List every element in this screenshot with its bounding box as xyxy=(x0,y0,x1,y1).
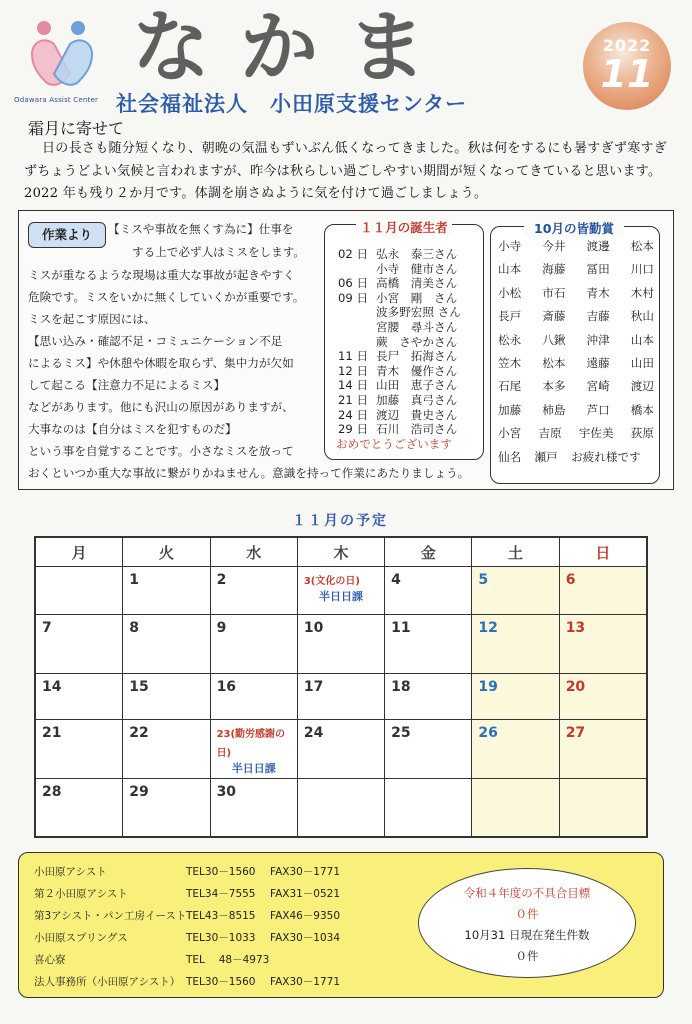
calendar-day-number: 17 xyxy=(303,678,324,695)
issue-year: 2022 xyxy=(602,36,652,55)
attendance-name: 遠藤 xyxy=(586,356,610,370)
calendar-day-cell xyxy=(36,615,123,673)
calendar-day-cell xyxy=(297,567,384,615)
birthday-footer: おめでとうございます xyxy=(336,437,452,451)
calendar-day-cell xyxy=(559,720,646,778)
calendar-day-cell xyxy=(385,778,472,836)
attendance-name: 山田 xyxy=(630,356,654,370)
work-line: する上で必ず人はミスをします。 xyxy=(132,245,305,259)
contact-name: 小田原スプリングス xyxy=(34,932,128,944)
attendance-name: 松永 xyxy=(498,332,522,347)
calendar-day-number: 25 xyxy=(391,725,411,742)
attendance-name: 仙名 xyxy=(498,449,522,464)
contact-name: 第3アシスト・パン工房イースト xyxy=(34,910,187,922)
calendar-day-cell xyxy=(123,720,210,778)
contact-tel: TEL43－8515 xyxy=(186,910,256,922)
attendance-name: 松本 xyxy=(542,356,566,370)
attendance-name: 吉藤 xyxy=(586,309,610,324)
attendance-row xyxy=(498,332,654,348)
attendance-name: 石尾 xyxy=(498,379,522,394)
calendar-day-number: 30 xyxy=(216,783,237,800)
attendance-name: 今井 xyxy=(542,239,566,253)
calendar-day-cell xyxy=(559,567,646,615)
work-line: などがあります。他にも沢山の原因がありますが、 xyxy=(28,400,294,414)
birthday-name: 小宮 剛 さん xyxy=(376,290,458,305)
attendance-name: 松本 xyxy=(630,239,654,253)
calendar-day-cell xyxy=(123,673,210,719)
weekday-header: 日 xyxy=(559,538,646,567)
calendar-day-number: 22 xyxy=(129,725,149,742)
work-line: ミスを起こす原因には、 xyxy=(28,312,156,326)
birthday-day: 09 日 xyxy=(338,290,369,305)
calendar-week xyxy=(36,567,647,615)
calendar-day-number: 4 xyxy=(391,572,401,588)
birthday-name: 加藤 真弓さん xyxy=(376,393,458,407)
work-line: ミスが重なるような現場は重大な事故が起きやすく xyxy=(28,268,295,282)
defect-goal-value: ０件 xyxy=(515,907,539,921)
attendance-name: 橋本 xyxy=(630,402,654,417)
attendance-name: 長戸 xyxy=(498,309,522,324)
birthday-name: 波多野宏照 さん xyxy=(376,305,461,320)
contact-name: 法人事務所（小田原アシスト） xyxy=(34,976,181,988)
calendar-day-number: 23(勤労感謝の日) xyxy=(216,729,286,760)
calendar-day-number: 3(文化の日) xyxy=(303,576,360,587)
birthday-day: 06 日 xyxy=(338,276,369,291)
attendance-name: 芦口 xyxy=(586,402,610,417)
defect-current-label: 10月31 日現在発生件数 xyxy=(464,928,590,942)
work-line: おくといつか重大な事故に繋がりかねません。意識を持って作業にあたりましょう。 xyxy=(28,466,470,480)
contact-fax: FAX46－9350 xyxy=(270,910,341,922)
calendar-day-note: 半日日課 xyxy=(231,762,276,776)
calendar-day-number: 29 xyxy=(129,783,149,800)
calendar-day-cell xyxy=(36,720,123,778)
attendance-row xyxy=(498,238,654,254)
attendance-name: 瀬戸 xyxy=(534,449,558,464)
newsletter-title: なかま xyxy=(132,3,457,93)
calendar-day-number: 15 xyxy=(129,678,149,695)
calendar-day-number: 6 xyxy=(565,572,576,588)
birthday-name: 高橋 清美さん xyxy=(376,276,458,291)
attendance-name: 宇佐美 xyxy=(578,426,614,441)
calendar-day-number: 18 xyxy=(391,678,411,695)
birthday-day: 12 日 xyxy=(338,363,369,378)
weekday-header: 金 xyxy=(385,538,472,567)
contact-tel: TEL30－1560 xyxy=(186,866,256,878)
attendance-name: 渡辺 xyxy=(630,379,654,394)
work-line: 危険です。ミスをいかに無くしていくかが重要です。 xyxy=(28,290,305,304)
birthday-name: 弘永 泰三さん xyxy=(376,247,458,261)
birthday-name: 渡辺 貴史さん xyxy=(376,407,458,422)
weekday-header: 水 xyxy=(210,538,297,567)
birthday-day: 14 日 xyxy=(338,378,369,393)
calendar-day-number: 12 xyxy=(478,620,498,637)
calendar-day-number: 2 xyxy=(216,572,227,588)
calendar-day-number: 11 xyxy=(391,620,411,637)
contact-row xyxy=(34,864,414,880)
birthday-day: 11 日 xyxy=(338,349,369,364)
calendar-day-number: 14 xyxy=(42,678,62,695)
birthday-name: 宮腰 尋斗さん xyxy=(376,320,458,334)
birthday-name: 石川 浩司さん xyxy=(376,422,458,437)
calendar-day-number: 24 xyxy=(303,725,324,742)
contact-tel: TEL34－7555 xyxy=(186,888,256,900)
attendance-name: 小寺 xyxy=(498,239,522,253)
calendar-day-cell xyxy=(123,778,210,836)
attendance-name: 山本 xyxy=(498,262,522,277)
birthday-name: 長尸 拓海さん xyxy=(376,349,458,364)
birthday-day: 29 日 xyxy=(338,422,369,437)
work-line: 【思い込み・確認不足・コミュニケーション不足 xyxy=(28,334,283,348)
calendar-day-number: 13 xyxy=(565,620,586,637)
attendance-name: 笠木 xyxy=(498,356,522,370)
calendar-day-note: 半日日課 xyxy=(318,590,363,603)
calendar-day-cell xyxy=(559,778,646,836)
calendar-day-cell xyxy=(385,615,472,673)
calendar-day-cell xyxy=(210,567,297,615)
attendance-name: 小松 xyxy=(498,285,522,300)
calendar-day-number: 27 xyxy=(565,725,586,742)
weekday-header: 土 xyxy=(472,538,559,567)
attendance-name: 木村 xyxy=(630,285,654,300)
attendance-name: お疲れ様です xyxy=(571,449,641,464)
calendar-day-cell xyxy=(36,778,123,836)
attendance-name: 柿島 xyxy=(542,402,566,417)
calendar-day-number: 19 xyxy=(478,678,498,695)
birthday-name: 青木 優作さん xyxy=(376,363,458,378)
contact-fax: FAX30－1771 xyxy=(270,976,341,988)
calendar-day-cell xyxy=(559,673,646,719)
attendance-name: 加藤 xyxy=(498,402,522,417)
birthday-name: 蕨 さやかさん xyxy=(376,334,458,349)
contact-tel: TEL30－1033 xyxy=(186,932,256,944)
attendance-name: 冨田 xyxy=(586,262,610,277)
attendance-name: 市石 xyxy=(542,285,566,300)
calendar-day-number: 5 xyxy=(478,572,489,588)
attendance-row xyxy=(498,378,654,394)
attendance-name: 本多 xyxy=(542,379,566,394)
calendar-day-cell xyxy=(472,720,559,778)
attendance-row xyxy=(498,355,654,371)
logo-icon xyxy=(22,14,112,104)
contact-row xyxy=(34,908,414,924)
calendar-header-row xyxy=(36,538,647,567)
contact-row xyxy=(34,930,414,946)
calendar-day-number: 7 xyxy=(42,620,52,637)
birthday-day: 24 日 xyxy=(338,407,369,422)
calendar-day-cell xyxy=(472,615,559,673)
weekday-header: 木 xyxy=(297,538,384,567)
calendar-day-cell xyxy=(210,720,297,778)
organization-name: 社会福祉法人 小田原支援センター xyxy=(116,92,468,116)
attendance-name: 小宮 xyxy=(498,426,522,441)
calendar-day-number: 26 xyxy=(478,725,498,742)
calendar-day-cell xyxy=(123,567,210,615)
intro-title: 霜月に寄せて xyxy=(28,119,125,138)
calendar-day-number: 20 xyxy=(565,678,586,695)
weekday-header: 火 xyxy=(123,538,210,567)
calendar-day-cell xyxy=(385,567,472,615)
attendance-title: 10月の皆勤賞 xyxy=(524,219,624,237)
calendar-week xyxy=(36,720,647,778)
attendance-row xyxy=(498,285,654,301)
work-line: して起こる【注意力不足によるミス】 xyxy=(28,378,226,392)
calendar-day-cell xyxy=(297,778,384,836)
calendar-week xyxy=(36,778,647,836)
calendar-day-number: 21 xyxy=(42,725,62,742)
calendar-day-cell xyxy=(36,673,123,719)
contact-row xyxy=(34,886,414,902)
calendar-day-cell xyxy=(297,673,384,719)
calendar-day-cell xyxy=(297,615,384,673)
calendar-day-cell xyxy=(36,567,123,615)
contact-name: 第２小田原アシスト xyxy=(34,888,128,900)
calendar-week xyxy=(36,615,647,673)
attendance-name: 山本 xyxy=(630,332,654,347)
calendar-day-cell xyxy=(472,567,559,615)
work-line: 大事なのは【自分はミスを犯すものだ】 xyxy=(28,422,237,436)
calendar-title: １１月の予定 xyxy=(292,513,388,529)
work-badge: 作業より xyxy=(28,222,106,248)
defect-current-value: ０件 xyxy=(515,949,539,963)
attendance-row xyxy=(498,261,654,277)
calendar-day-cell xyxy=(472,778,559,836)
contact-fax: FAX31－0521 xyxy=(270,888,341,900)
work-line: という事を自覚することです。小さなミスを放って xyxy=(28,444,294,458)
calendar-body xyxy=(36,567,647,837)
issue-month: 11 xyxy=(600,52,654,96)
calendar xyxy=(34,536,648,838)
weekday-header: 月 xyxy=(36,538,123,567)
birthday-day: 21 日 xyxy=(338,393,369,407)
attendance-name: 斎藤 xyxy=(542,309,566,324)
attendance-row xyxy=(498,449,654,465)
intro-body: 日の長さも随分短くなり、朝晩の気温もずいぶん低くなってきました。秋は何をするにも暑すぎず寒すぎずちょうどよい気候と言われますが、昨今は秋らしい過ごしやすい期間が短くなってきていると思います。2022 年も残り２か月です。体調を崩さぬように気を付けて過ごしましょう。 xyxy=(24,141,668,201)
attendance-name: 秋山 xyxy=(630,309,654,324)
contact-fax: FAX30－1034 xyxy=(270,932,341,944)
calendar-day-cell xyxy=(210,778,297,836)
calendar-day-cell xyxy=(210,673,297,719)
calendar-day-cell xyxy=(210,615,297,673)
calendar-day-number: 9 xyxy=(216,620,227,637)
birthday-title: １１月の誕生者 xyxy=(356,218,452,236)
calendar-week xyxy=(36,673,647,719)
defect-goal-label: 令和４年度の不具合目標 xyxy=(463,886,591,900)
contact-tel: TEL30－1560 xyxy=(186,976,256,988)
calendar-day-number: 28 xyxy=(42,783,62,800)
calendar-day-cell xyxy=(385,673,472,719)
issue-badge xyxy=(583,22,671,110)
attendance-name: 八鍬 xyxy=(542,332,566,347)
calendar-table xyxy=(35,537,647,837)
contact-name: 小田原アシスト xyxy=(34,866,107,878)
attendance-name: 宮崎 xyxy=(586,379,610,394)
contact-fax: FAX30－1771 xyxy=(270,866,341,878)
birthday-name: 小寺 健市さん xyxy=(376,261,458,276)
calendar-day-number: 10 xyxy=(303,620,324,637)
birthday-name: 山田 恵子さん xyxy=(376,378,458,393)
attendance-name: 川口 xyxy=(630,262,654,277)
calendar-day-number: 16 xyxy=(216,678,237,695)
attendance-name: 海藤 xyxy=(542,262,566,277)
attendance-row xyxy=(498,425,654,441)
work-line: によるミス】や休憩や休暇を取らず、集中力が欠如 xyxy=(28,356,294,370)
attendance-name: 青木 xyxy=(586,285,610,300)
attendance-name: 沖津 xyxy=(586,332,610,347)
contact-row xyxy=(34,974,414,990)
calendar-day-cell xyxy=(472,673,559,719)
birthday-day: 02 日 xyxy=(338,247,369,261)
calendar-day-cell xyxy=(385,720,472,778)
contact-name: 喜心寮 xyxy=(34,954,66,966)
calendar-day-cell xyxy=(297,720,384,778)
contact-row xyxy=(34,952,414,968)
work-line: 【ミスや事故を無くす為に】仕事を xyxy=(108,222,294,236)
calendar-day-number: 8 xyxy=(129,620,140,637)
attendance-name: 渡邊 xyxy=(586,239,610,253)
contact-tel: TEL 48－4973 xyxy=(186,954,270,966)
calendar-day-cell xyxy=(123,615,210,673)
calendar-day-number: 1 xyxy=(129,572,140,588)
attendance-name: 吉原 xyxy=(538,426,562,441)
attendance-row xyxy=(498,402,654,418)
calendar-day-cell xyxy=(559,615,646,673)
defect-summary xyxy=(418,868,636,978)
attendance-row xyxy=(498,308,654,324)
attendance-name: 荻原 xyxy=(630,426,654,441)
logo-caption: Odawara Assist Center xyxy=(14,96,99,104)
